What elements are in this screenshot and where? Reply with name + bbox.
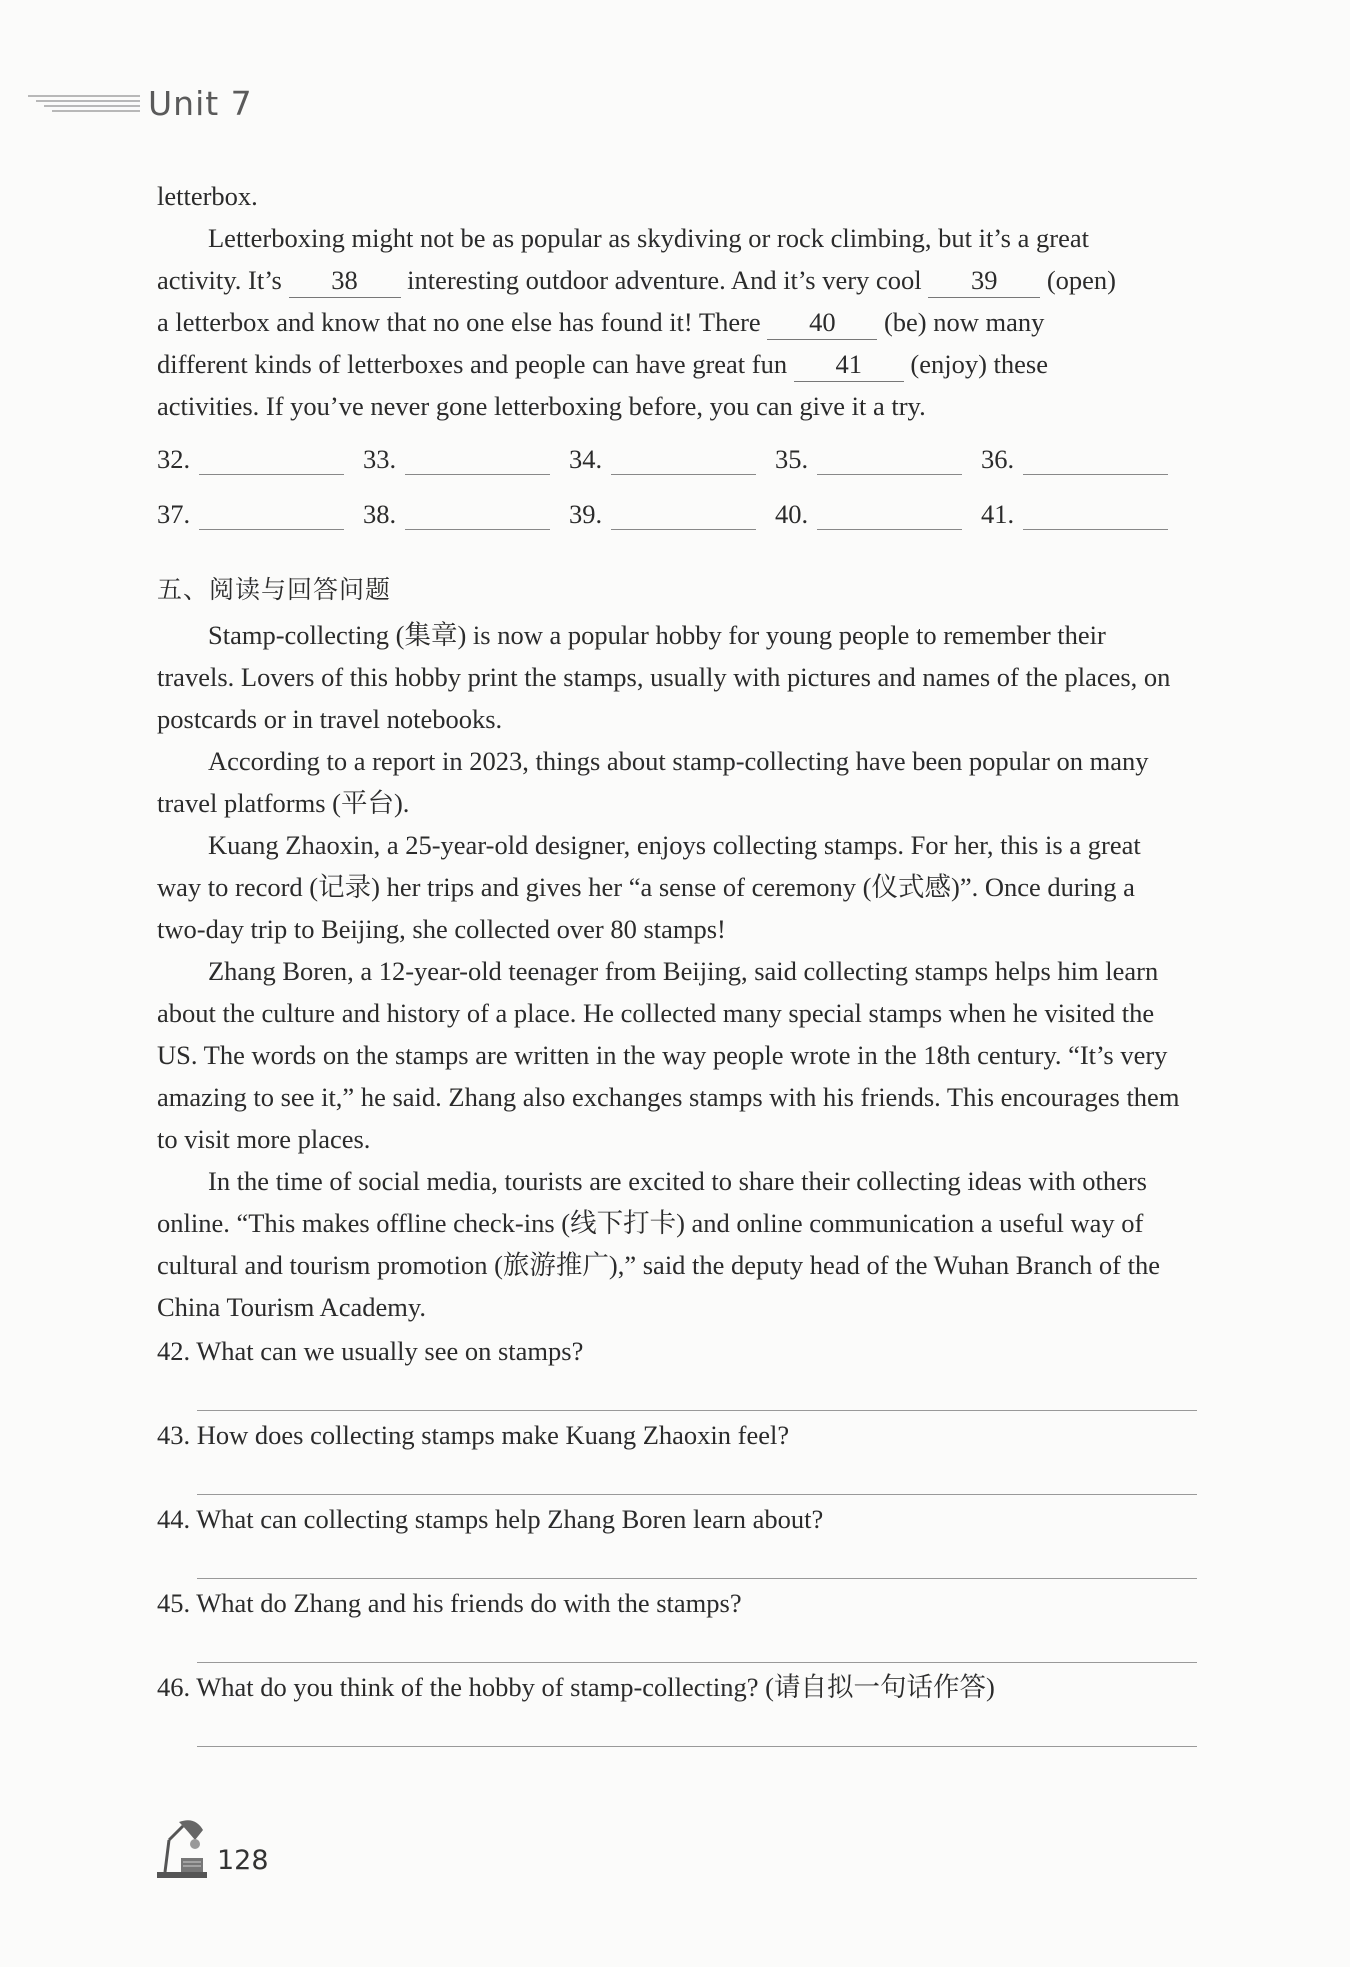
answer-line[interactable]	[611, 499, 756, 530]
answer-number: 32.	[157, 444, 191, 474]
question-text: 43. How does collecting stamps make Kuang Zhaoxin feel?	[157, 1420, 790, 1450]
blank-39[interactable]: 39	[928, 263, 1040, 298]
reading-paragraph: Stamp-collecting (集章) is now a popular hobby for young people to remember their travels. Lovers of this hobby print the stamps, usually with pictures and names of the places, on postcards or in travel notebooks.	[157, 620, 1171, 734]
question-text: 45. What do Zhang and his friends do with the stamps?	[157, 1588, 742, 1618]
passage-text: different kinds of letterboxes and people can have great fun	[157, 349, 788, 379]
passage-line: letterbox.	[157, 181, 258, 211]
answer-number: 39.	[569, 499, 603, 529]
page-footer	[155, 1818, 269, 1880]
passage-line: Letterboxing might not be as popular as skydiving or rock climbing, but it’s a great	[208, 223, 1089, 253]
answer-cell	[569, 444, 775, 475]
passage-line	[157, 301, 1187, 343]
answer-line[interactable]	[197, 1662, 1197, 1663]
answer-line[interactable]	[197, 1746, 1197, 1747]
answer-number: 36.	[981, 444, 1015, 474]
answer-line[interactable]	[817, 499, 962, 530]
question-item	[157, 1666, 1197, 1750]
answer-number: 35.	[775, 444, 809, 474]
answer-line[interactable]	[817, 444, 962, 475]
passage-line: activities. If you’ve never gone letterboxing before, you can give it a try.	[157, 391, 926, 421]
reading-paragraph: Zhang Boren, a 12-year-old teenager from Beijing, said collecting stamps helps him learn about the culture and history of a place. He collected many special stamps when he visited the US. The words on the stamps are written in the way people wrote in the 18th century. “It’s very amazing to see it,” he said. Zhang also exchanges stamps with his friends. This encourages them to visit more places.	[157, 956, 1180, 1154]
passage-line	[157, 259, 1187, 301]
answer-line[interactable]	[611, 444, 756, 475]
answer-cell	[775, 444, 981, 475]
question-item	[157, 1498, 1197, 1582]
question-item	[157, 1582, 1197, 1666]
answer-line[interactable]	[1023, 499, 1168, 530]
blank-40[interactable]: 40	[767, 305, 877, 340]
answer-line[interactable]	[197, 1578, 1197, 1579]
blank-41[interactable]: 41	[794, 347, 904, 382]
answer-cell	[981, 499, 1187, 530]
answer-cell	[157, 444, 363, 475]
answer-cell	[569, 499, 775, 530]
question-text: 46. What do you think of the hobby of stamp-collecting? (请自拟一句话作答)	[157, 1672, 995, 1702]
question-item	[157, 1414, 1197, 1498]
answer-line[interactable]	[197, 1494, 1197, 1495]
answer-cell	[363, 444, 569, 475]
reading-paragraph: In the time of social media, tourists are excited to share their collecting ideas with others online. “This makes offline check-ins (线下打卡) and online communication a useful way of cultural and tourism promotion (旅游推广),” said the deputy head of the Wuhan Branch of the China Tourism Academy.	[157, 1166, 1160, 1322]
unit-title: Unit 7	[148, 83, 253, 123]
answer-line[interactable]	[199, 444, 344, 475]
header-decoration	[28, 95, 140, 112]
passage-line	[157, 343, 1187, 385]
answer-line[interactable]	[405, 444, 550, 475]
answer-cell	[981, 444, 1187, 475]
desk-lamp-icon	[155, 1818, 211, 1880]
question-item	[157, 1330, 1197, 1414]
passage-text: (be) now many	[883, 307, 1045, 337]
passage-text: a letterbox and know that no one else has found it! There	[157, 307, 761, 337]
page-number: 128	[217, 1845, 269, 1876]
question-text: 42. What can we usually see on stamps?	[157, 1336, 584, 1366]
answer-number: 41.	[981, 499, 1015, 529]
reading-paragraph: Kuang Zhaoxin, a 25-year-old designer, enjoys collecting stamps. For her, this is a great way to record (记录) her trips and gives her “a sense of ceremony (仪式感)”. Once during a two-day trip to Beijing, she collected over 80 stamps!	[157, 830, 1141, 944]
reading-passage	[157, 614, 1187, 1328]
answer-line[interactable]	[197, 1410, 1197, 1411]
passage-text: (open)	[1046, 265, 1116, 295]
cloze-passage	[157, 175, 1187, 427]
answer-number: 40.	[775, 499, 809, 529]
answer-line[interactable]	[405, 499, 550, 530]
question-list	[157, 1330, 1197, 1750]
answer-number: 34.	[569, 444, 603, 474]
answer-cell	[157, 499, 363, 530]
answer-line[interactable]	[199, 499, 344, 530]
answer-number: 37.	[157, 499, 191, 529]
answer-line[interactable]	[1023, 444, 1168, 475]
answer-cell	[775, 499, 981, 530]
passage-text: (enjoy) these	[910, 349, 1048, 379]
answer-number: 38.	[363, 499, 397, 529]
passage-text: activity. It’s	[157, 265, 282, 295]
answer-cell	[363, 499, 569, 530]
answer-number: 33.	[363, 444, 397, 474]
unit-header	[28, 78, 253, 128]
answer-row	[157, 475, 1187, 530]
reading-paragraph: According to a report in 2023, things about stamp-collecting have been popular on many travel platforms (平台).	[157, 746, 1149, 818]
blank-38[interactable]: 38	[289, 263, 401, 298]
question-text: 44. What can collecting stamps help Zhang Boren learn about?	[157, 1504, 824, 1534]
answer-row	[157, 420, 1187, 475]
section-title: 五、阅读与回答问题	[157, 575, 392, 604]
passage-text: interesting outdoor adventure. And it’s very cool	[407, 265, 922, 295]
answer-grid	[157, 420, 1187, 530]
